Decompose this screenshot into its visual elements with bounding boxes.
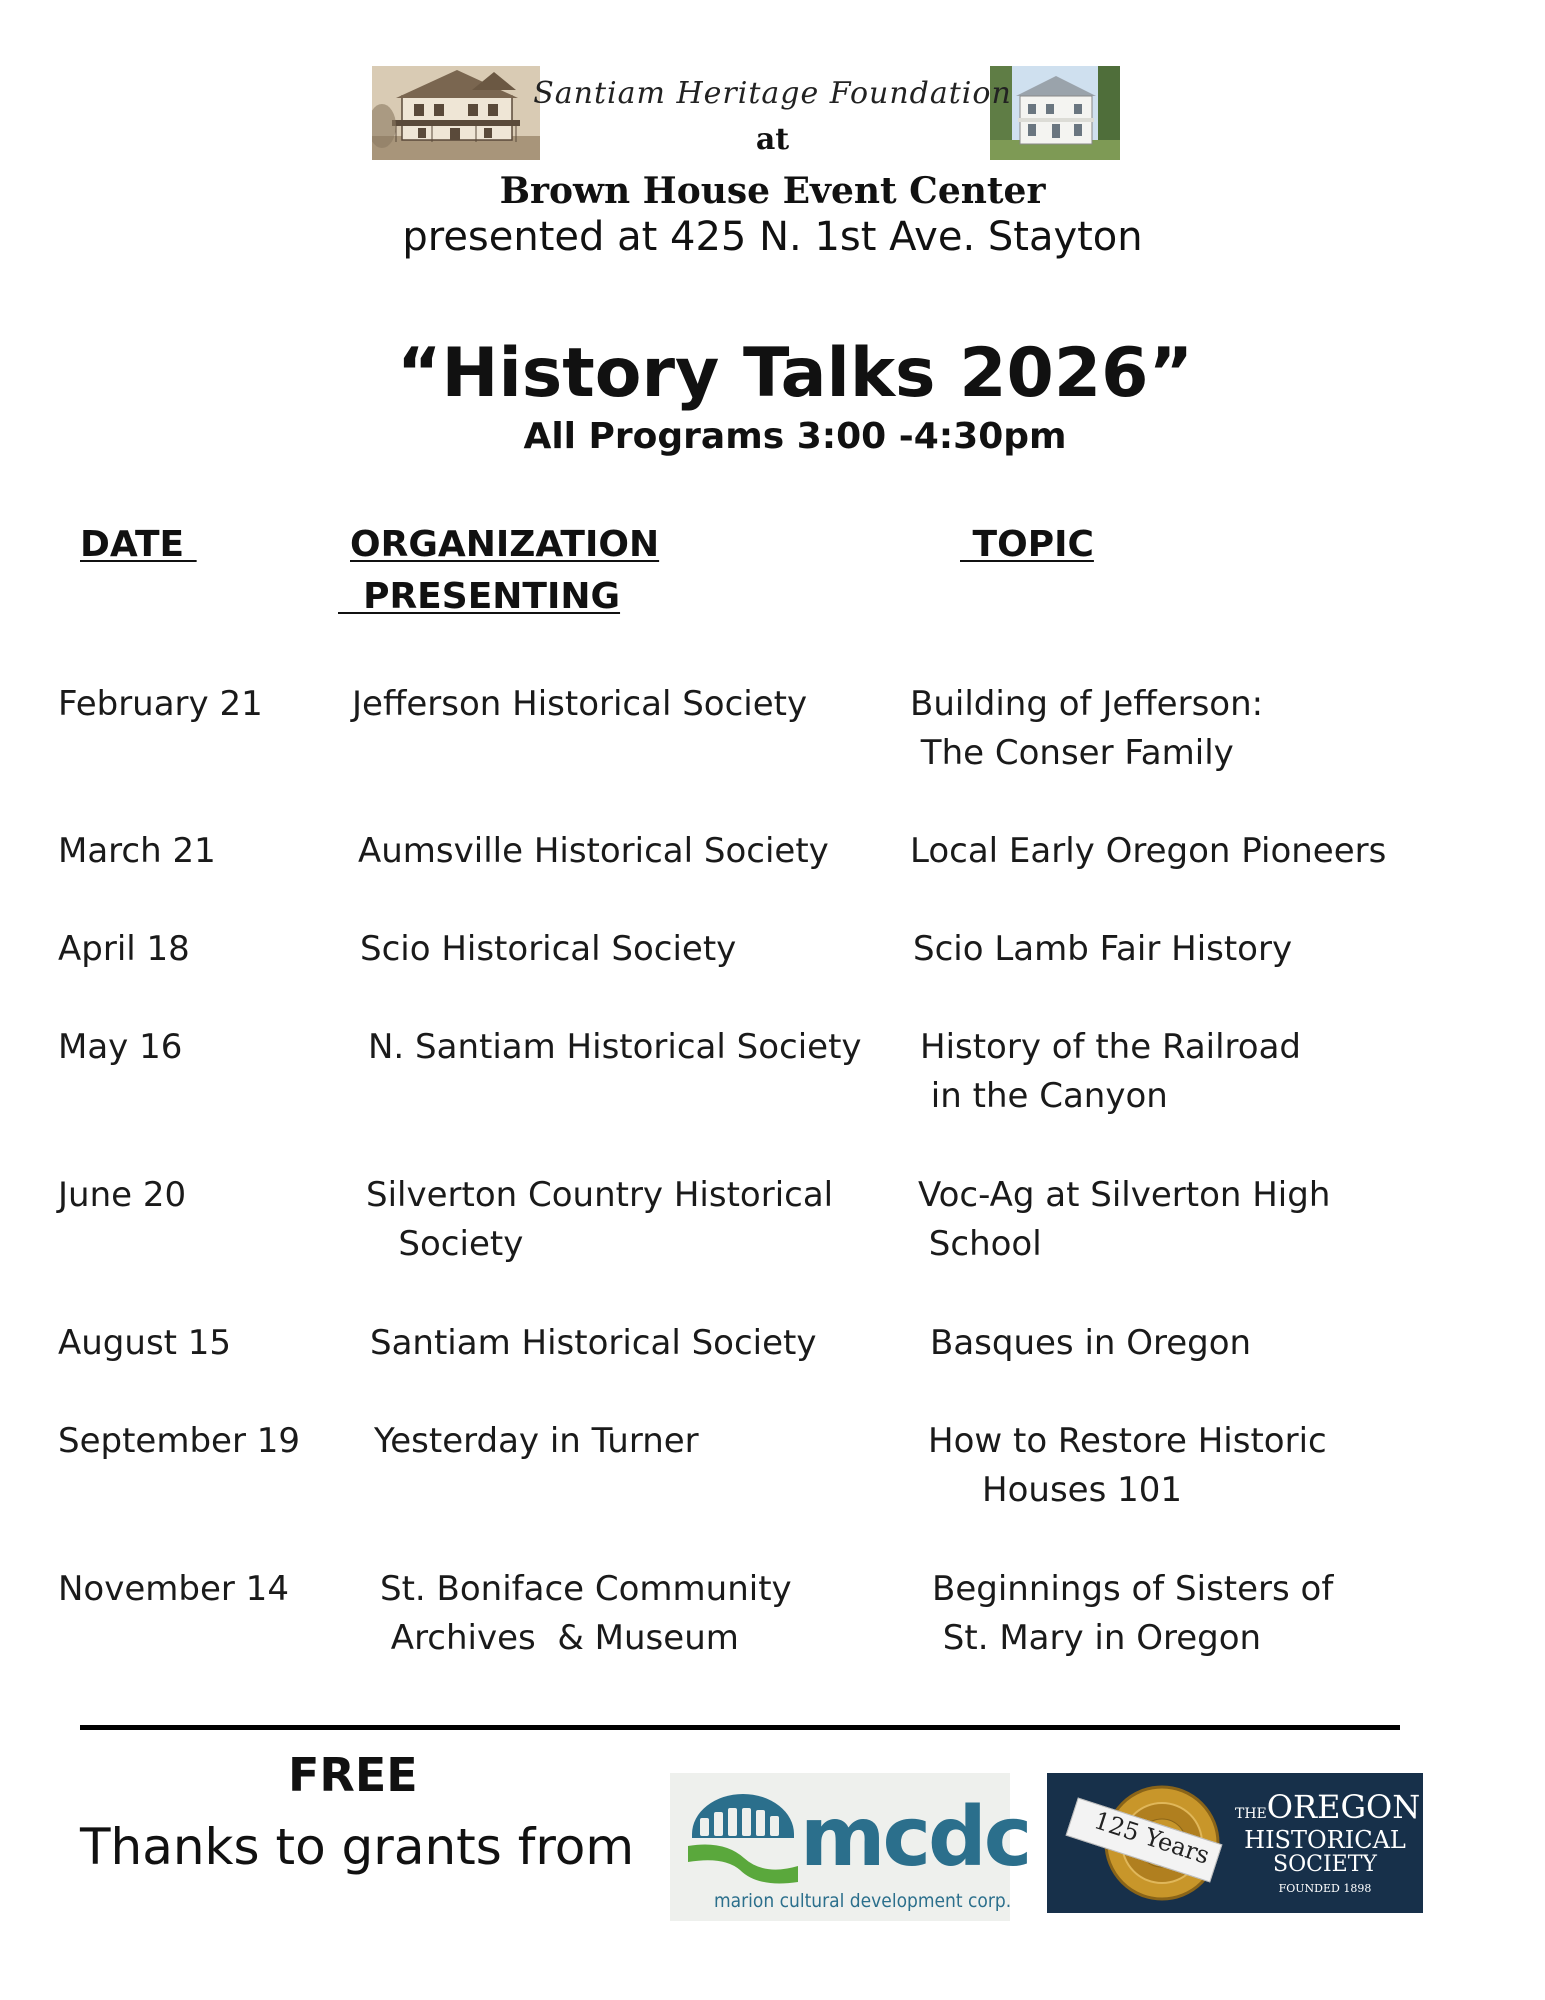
- row-topic: Beginnings of Sisters of: [932, 1569, 1334, 1609]
- venue-address: presented at 425 N. 1st Ave. Stayton: [402, 214, 1143, 260]
- ohs-name-line1: [1235, 1788, 1421, 1826]
- row-topic: History of the Railroad: [920, 1027, 1302, 1067]
- row-topic: Local Early Oregon Pioneers: [910, 831, 1387, 871]
- ohs-name-line3: SOCIETY: [1273, 1852, 1377, 1877]
- free-label: FREE: [288, 1748, 418, 1802]
- grants-thanks: Thanks to grants from: [80, 1818, 635, 1876]
- ohs-ribbon-text: 125 Years: [1090, 1806, 1213, 1870]
- footer-divider: [80, 1725, 1400, 1730]
- column-header-organization: ORGANIZATION: [350, 524, 660, 565]
- ohs-the: THE: [1235, 1806, 1267, 1822]
- venue-name: Brown House Event Center: [499, 170, 1046, 212]
- page-title: “History Talks 2026”: [396, 334, 1194, 413]
- row-topic-line2: The Conser Family: [910, 733, 1234, 773]
- row-organization: Silverton Country Historical: [366, 1175, 834, 1215]
- ohs-name-line2: HISTORICAL: [1244, 1826, 1406, 1854]
- row-organization: N. Santiam Historical Society: [368, 1027, 862, 1067]
- row-topic-line2: School: [918, 1224, 1042, 1264]
- foundation-name: Santiam Heritage Foundation: [533, 76, 1012, 111]
- row-topic: Voc-Ag at Silverton High: [918, 1175, 1331, 1215]
- row-topic: Basques in Oregon: [930, 1323, 1252, 1363]
- ohs-founded: FOUNDED 1898: [1278, 1882, 1372, 1895]
- column-header-topic: TOPIC: [960, 524, 1094, 565]
- row-organization: Scio Historical Society: [360, 929, 737, 969]
- row-organization: St. Boniface Community: [380, 1569, 792, 1609]
- program-time: All Programs 3:00 -4:30pm: [523, 416, 1067, 457]
- row-topic-line2: Houses 101: [928, 1470, 1183, 1510]
- row-date: February 21: [58, 684, 263, 724]
- row-organization: Jefferson Historical Society: [352, 684, 808, 724]
- mcdc-logo-name: mcdc: [800, 1790, 1030, 1885]
- row-organization: Yesterday in Turner: [374, 1421, 699, 1461]
- row-date: April 18: [58, 929, 190, 969]
- mcdc-logo-subtitle: marion cultural development corp.: [714, 1890, 1012, 1912]
- row-organization: Aumsville Historical Society: [358, 831, 829, 871]
- row-date: May 16: [58, 1027, 183, 1067]
- row-date: June 20: [58, 1175, 187, 1215]
- row-topic-line2: in the Canyon: [920, 1076, 1168, 1116]
- row-date: August 15: [58, 1323, 232, 1363]
- row-date: March 21: [58, 831, 216, 871]
- row-organization-line2: Society: [366, 1224, 524, 1264]
- row-organization: Santiam Historical Society: [370, 1323, 817, 1363]
- column-header-presenting: PRESENTING: [338, 576, 621, 617]
- at-label: at: [755, 122, 790, 157]
- row-topic: Scio Lamb Fair History: [913, 929, 1293, 969]
- row-topic: How to Restore Historic: [928, 1421, 1327, 1461]
- mcdc-bridge-icon: [684, 1786, 802, 1886]
- row-topic: Building of Jefferson:: [910, 684, 1264, 724]
- row-organization-line2: Archives & Museum: [380, 1618, 739, 1658]
- row-date: November 14: [58, 1569, 289, 1609]
- row-topic-line2: St. Mary in Oregon: [932, 1618, 1262, 1658]
- row-date: September 19: [58, 1421, 301, 1461]
- ohs-oregon: OREGON: [1266, 1788, 1421, 1826]
- column-header-date: DATE: [80, 524, 197, 565]
